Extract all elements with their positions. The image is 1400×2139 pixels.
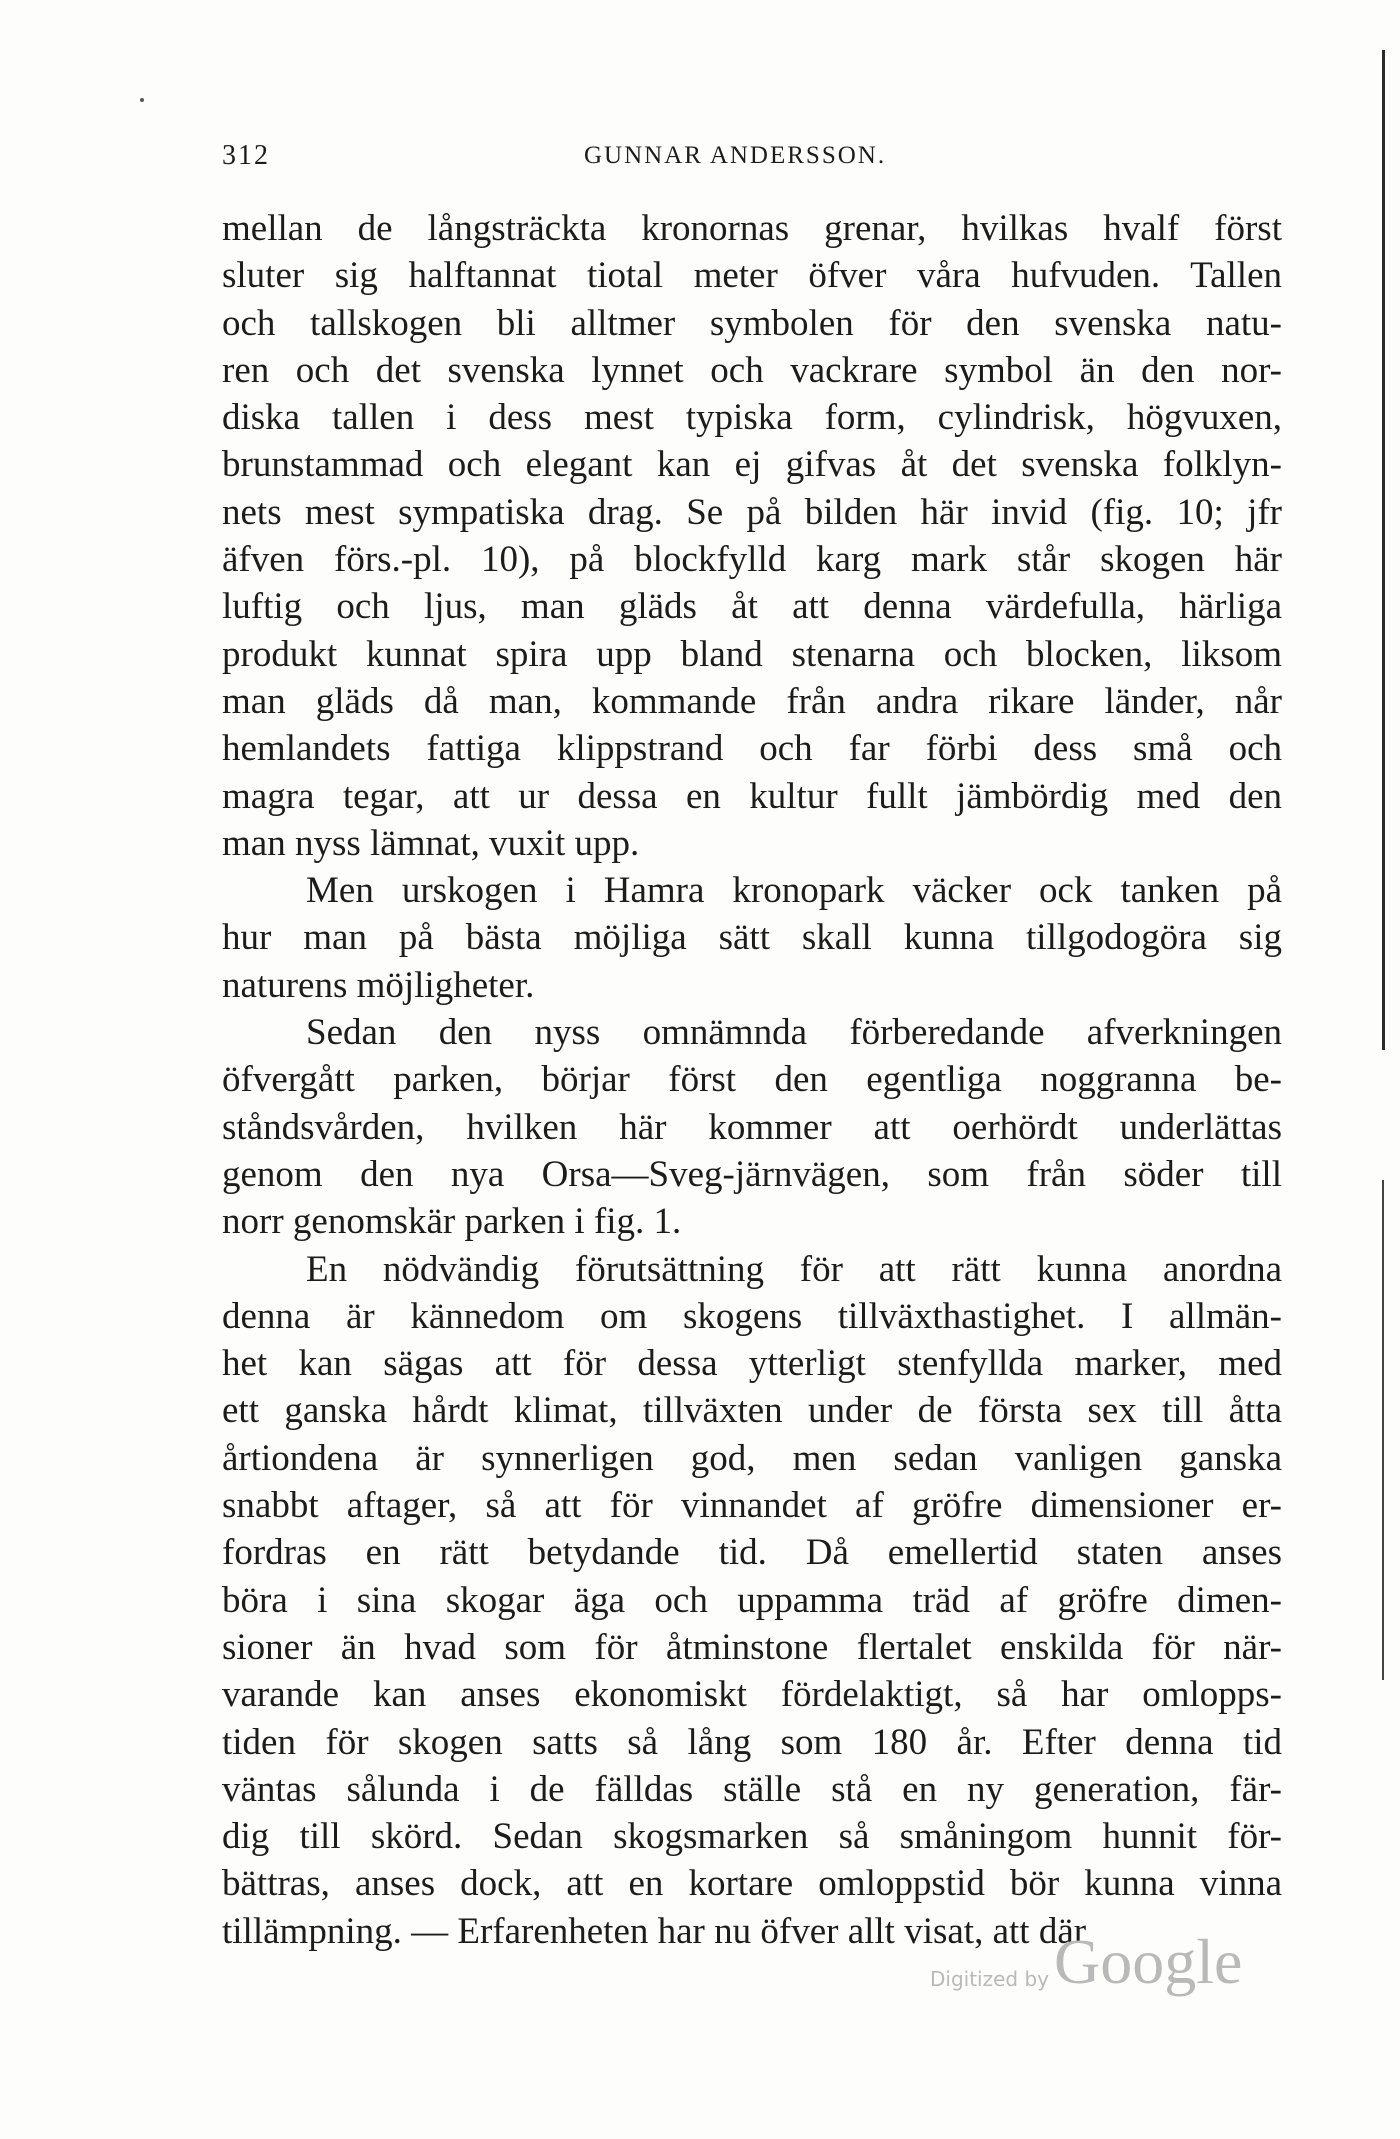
text-line: varande kan anses ekonomiskt fördelaktigt, så har omlopps- [222, 1674, 1282, 1716]
paragraph [222, 867, 1282, 1009]
text-line: tiden för skogen satts så lång som 180 år. Efter denna tid [222, 1721, 1282, 1763]
digitized-watermark [930, 1925, 1330, 2005]
text-line: En nödvändig förutsättning för att rätt kunna anordna [306, 1248, 1282, 1290]
text-line: fordras en rätt betydande tid. Då emellertid staten anses [222, 1532, 1282, 1574]
running-head: GUNNAR ANDERSSON. [584, 142, 887, 169]
text-line: Sedan den nyss omnämnda förberedande afverkningen [306, 1012, 1282, 1054]
text-line: sluter sig halftannat tiotal meter öfver våra hufvuden. Tallen [222, 255, 1282, 297]
page-edge-line-lower [1382, 1180, 1384, 1680]
text-line: man nyss lämnat, vuxit upp. [222, 822, 640, 864]
paragraph [222, 1246, 1282, 1955]
text-line: hur man på bästa möjliga sätt skall kunna tillgodogöra sig [222, 917, 1282, 959]
text-line: böra i sina skogar äga och uppamma träd af gröfre dimen- [222, 1579, 1282, 1621]
text-line: ett ganska hårdt klimat, tillväxten under de första sex till åtta [222, 1390, 1282, 1432]
text-line: denna är kännedom om skogens tillväxthastighet. I allmän- [222, 1295, 1282, 1337]
text-line: diska tallen i dess mest typiska form, cylindrisk, högvuxen, [222, 397, 1282, 439]
text-line: genom den nya Orsa—Sveg-järnvägen, som från söder till [222, 1153, 1282, 1195]
text-line: ståndsvården, hvilken här kommer att oerhördt underlättas [222, 1106, 1282, 1148]
text-line: väntas sålunda i de fälldas ställe stå en ny generation, fär- [222, 1768, 1282, 1810]
text-line: dig till skörd. Sedan skogsmarken så småningom hunnit för- [222, 1816, 1282, 1858]
page-edge-line [1382, 50, 1385, 1050]
scan-speck [140, 98, 144, 102]
text-line: produkt kunnat spira upp bland stenarna och blocken, liksom [222, 633, 1282, 675]
page-number: 312 [222, 140, 270, 171]
text-line: tillämpning. — Erfarenheten har nu öfver allt visat, att där [222, 1910, 1087, 1952]
text-line: brunstammad och elegant kan ej gifvas åt det svenska folklyn- [222, 444, 1282, 486]
text-line: årtiondena är synnerligen god, men sedan vanligen ganska [222, 1437, 1282, 1479]
text-line: öfvergått parken, börjar först den egentliga noggranna be- [222, 1059, 1282, 1101]
watermark-prefix: Digitized by [930, 1967, 1049, 1991]
google-logo: Google [1054, 1926, 1243, 1997]
body-text [222, 205, 1282, 1955]
text-line: luftig och ljus, man gläds åt att denna värdefulla, härliga [222, 586, 1282, 628]
paragraph [222, 205, 1282, 867]
text-line: mellan de långsträckta kronornas grenar, hvilkas hvalf först [222, 208, 1282, 249]
text-line: snabbt aftager, så att för vinnandet af gröfre dimensioner er- [222, 1485, 1282, 1527]
text-line: ren och det svenska lynnet och vackrare symbol än den nor- [222, 349, 1282, 391]
text-line: man gläds då man, kommande från andra rikare länder, når [222, 680, 1282, 722]
text-line: magra tegar, att ur dessa en kultur fullt jämbördig med den [222, 775, 1282, 817]
text-line: nets mest sympatiska drag. Se på bilden här invid (fig. 10; jfr [222, 491, 1282, 533]
text-line: het kan sägas att för dessa ytterligt stenfyllda marker, med [222, 1343, 1282, 1385]
text-line: sioner än hvad som för åtminstone flertalet enskilda för när- [222, 1626, 1282, 1668]
text-line: norr genomskär parken i fig. 1. [222, 1201, 682, 1243]
text-line: äfven förs.-pl. 10), på blockfylld karg mark står skogen här [222, 539, 1282, 581]
text-line: naturens möjligheter. [222, 964, 535, 1006]
text-line: och tallskogen bli alltmer symbolen för den svenska natu- [222, 302, 1282, 344]
text-line: bättras, anses dock, att en kortare omloppstid bör kunna vinna [222, 1863, 1282, 1905]
page-header [222, 140, 1282, 180]
text-line: hemlandets fattiga klippstrand och far förbi dess små och [222, 728, 1282, 770]
text-line: Men urskogen i Hamra kronopark väcker ock tanken på [306, 870, 1282, 912]
paragraph [222, 1009, 1282, 1245]
